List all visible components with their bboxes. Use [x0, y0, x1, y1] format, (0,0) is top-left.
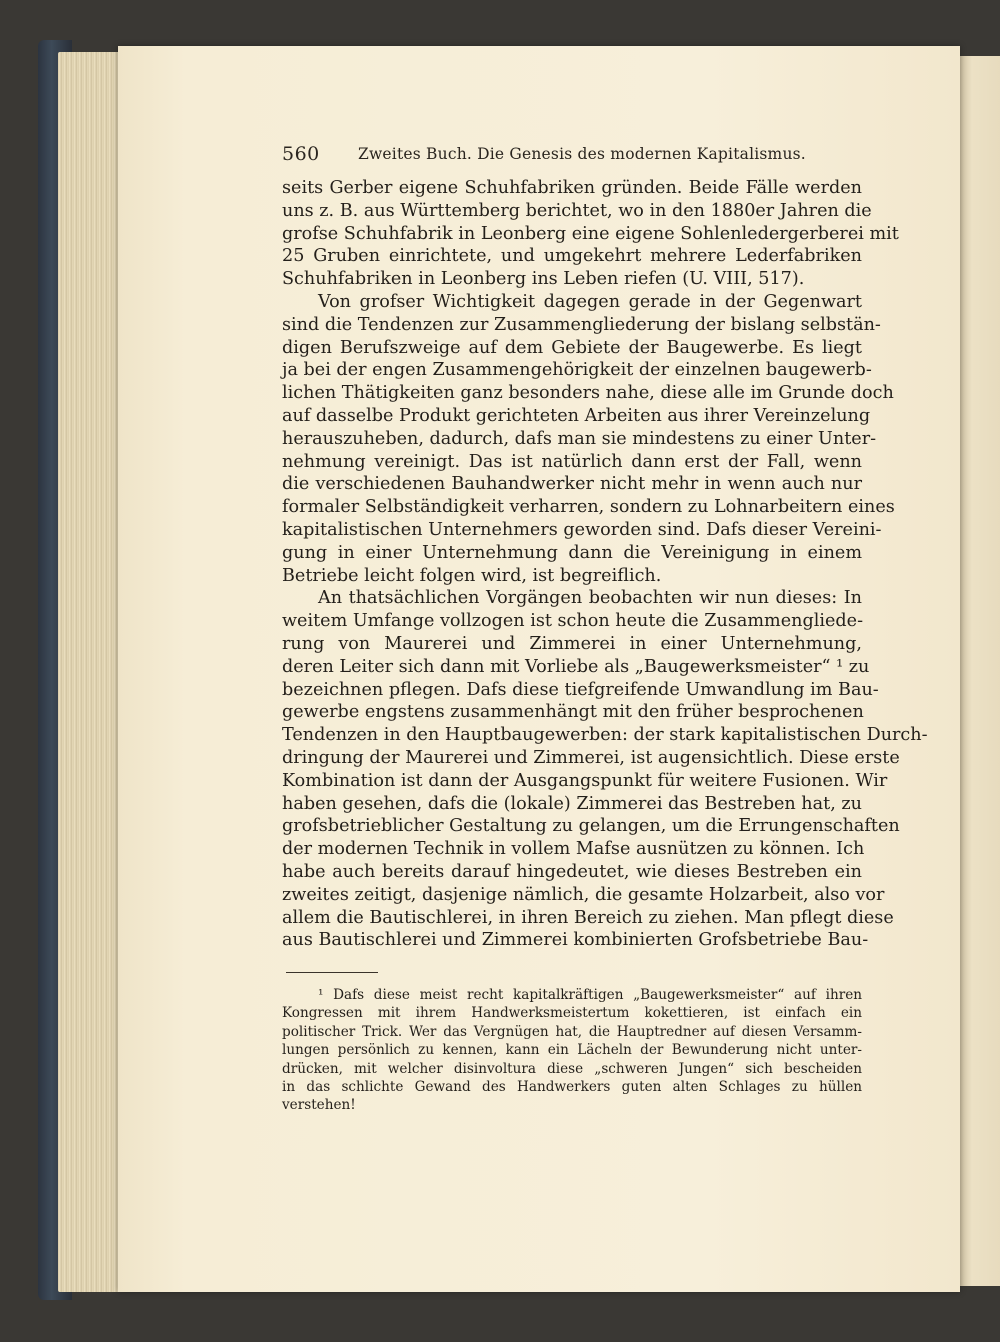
text-line: nehmung vereinigt. Das ist natürlich dann erst der Fall, wenn [282, 451, 862, 472]
text-line: ja bei der engen Zusammengehörigkeit der einzelnen baugewerb- [282, 360, 872, 381]
text-line: kapitalistischen Unternehmers geworden sind. Dafs dieser Vereini- [282, 519, 882, 540]
footnote-divider [286, 972, 378, 973]
text-line: Tendenzen in den Hauptbaugewerben: der stark kapitalistischen Durch- [282, 725, 928, 746]
body-text [282, 177, 928, 952]
running-head: Zweites Buch. Die Genesis des modernen Kapitalismus. [358, 145, 806, 163]
text-line: der modernen Technik in vollem Mafse ausnützen zu können. Ich [282, 839, 865, 860]
text-line: deren Leiter sich dann mit Vorliebe als „Baugewerksmeister“ ¹ zu [282, 656, 870, 677]
text-line: habe auch bereits darauf hingedeutet, wie dieses Bestreben ein [282, 861, 862, 882]
text-line: gung in einer Unternehmung dann die Vereinigung in einem [282, 542, 862, 563]
text-line: weitem Umfange vollzogen ist schon heute die Zusammengliede- [282, 611, 864, 632]
text-line: sind die Tendenzen zur Zusammengliederung der bislang selbstän- [282, 314, 881, 335]
footnote-line: Kongressen mit ihrem Handwerksmeistertum kokettieren, ist einfach ein [282, 1005, 862, 1022]
page-number: 560 [282, 143, 320, 165]
text-line: formaler Selbständigkeit verharren, sondern zu Lohnarbeitern eines [282, 497, 895, 518]
footnote-line: verstehen! [282, 1097, 356, 1114]
text-line: 25 Gruben einrichtete, und umgekehrt mehrere Lederfabriken [282, 246, 862, 267]
text-line: dringung der Maurerei und Zimmerei, ist augensichtlich. Diese erste [282, 747, 900, 768]
text-line: gewerbe engstens zusammenhängt mit den früher besprochenen [282, 702, 864, 723]
text-line: bezeichnen pflegen. Dafs diese tiefgreifende Umwandlung im Bau- [282, 679, 879, 700]
page-header [282, 143, 872, 169]
text-line: An thatsächlichen Vorgängen beobachten wir nun dieses: In [318, 588, 862, 609]
footnote-line: in das schlichte Gewand des Handwerkers guten alten Schlages zu hüllen [282, 1078, 862, 1095]
footnote [282, 986, 862, 1115]
text-line: seits Gerber eigene Schuhfabriken gründen. Beide Fälle werden [282, 178, 862, 198]
text-line: Von grofser Wichtigkeit dagegen gerade in der Gegenwart [318, 291, 862, 312]
text-line: grofse Schuhfabrik in Leonberg eine eigene Sohlenledergerberei mit [282, 223, 899, 244]
text-line: die verschiedenen Bauhandwerker nicht mehr in wenn auch nur [282, 474, 862, 495]
text-line: digen Berufszweige auf dem Gebiete der Baugewerbe. Es liegt [282, 337, 862, 358]
next-page-edge [960, 56, 1000, 1286]
text-line: grofsbetrieblicher Gestaltung zu gelangen, um die Errungenschaften [282, 816, 900, 837]
text-line: Betriebe leicht folgen wird, ist begreiflich. [282, 565, 662, 586]
footnote-line: drücken, mit welcher disinvoltura diese „schweren Jungen“ sich bescheiden [282, 1060, 862, 1077]
text-line: aus Bautischlerei und Zimmerei kombinierten Grofsbetriebe Bau- [282, 930, 869, 951]
text-line: rung von Maurerei und Zimmerei in einer Unternehmung, [282, 633, 862, 654]
text-line: auf dasselbe Produkt gerichteten Arbeiten aus ihrer Vereinzelung [282, 405, 871, 426]
text-line: zweites zeitigt, dasjenige nämlich, die gesamte Holzarbeit, also vor [282, 884, 885, 905]
text-line: Schuhfabriken in Leonberg ins Leben riefen (U. VIII, 517). [282, 269, 805, 290]
text-line: lichen Thätigkeiten ganz besonders nahe, diese alle im Grunde doch [282, 383, 894, 404]
text-line: uns z. B. aus Württemberg berichtet, wo in den 1880er Jahren die [282, 200, 872, 221]
footnote-line: lungen persönlich zu kennen, kann ein Lächeln der Bewunderung nicht unter- [282, 1042, 862, 1059]
text-line: haben gesehen, dafs die (lokale) Zimmerei das Bestreben hat, zu [282, 793, 862, 814]
footnote-line: politischer Trick. Wer das Vergnügen hat, die Hauptredner auf diesen Versamm- [282, 1023, 862, 1040]
text-line: allem die Bautischlerei, in ihren Bereich zu ziehen. Man pflegt diese [282, 907, 894, 928]
text-line: herauszuheben, dadurch, dafs man sie mindestens zu einer Unter- [282, 428, 877, 449]
text-line: Kombination ist dann der Ausgangspunkt für weitere Fusionen. Wir [282, 770, 888, 791]
footnote-line: ¹ Dafs diese meist recht kapitalkräftigen „Baugewerksmeister“ auf ihren [318, 987, 862, 1003]
